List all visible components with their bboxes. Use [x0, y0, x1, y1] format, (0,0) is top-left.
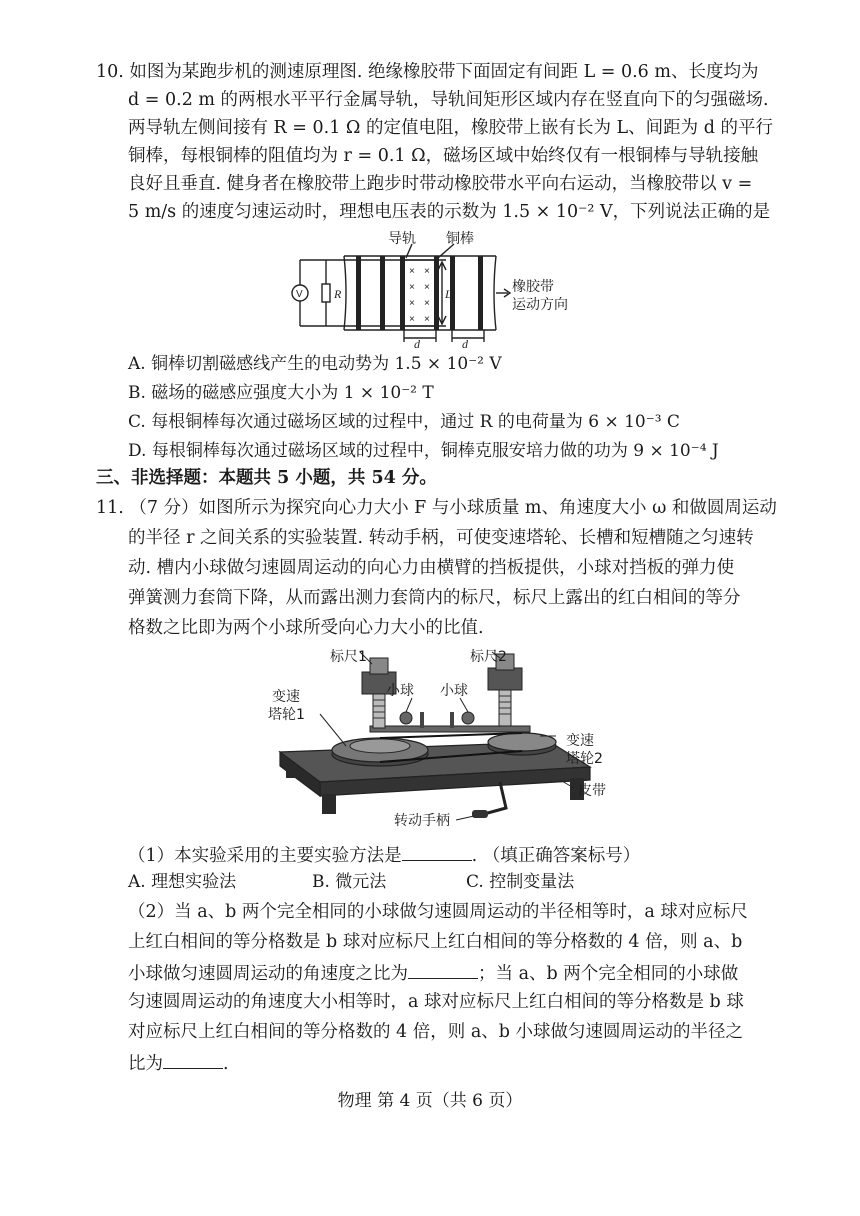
svg-text:×: × [409, 298, 415, 309]
q11-sub2-text-6a: 比为 [128, 1054, 163, 1074]
q11-sub1-hint: . （填正确答案标号） [471, 846, 641, 866]
q11-sub1 [128, 842, 640, 868]
q11-sub2-line-4: 匀速圆周运动的角速度大小相等时，a 球对应标尺上红白相间的等分格数是 b 球 [128, 992, 744, 1012]
svg-text:d: d [462, 337, 468, 348]
label-handle: 转动手柄 [394, 813, 450, 829]
q10-line-4: 铜棒，每根铜棒的阻值均为 r = 0.1 Ω，磁场区域中始终仅有一根铜棒与导轨接触 [128, 146, 759, 166]
q11-sub2-text-3b: ；当 a、b 两个完全相同的小球做 [478, 964, 739, 984]
answer-blank-3[interactable] [163, 1050, 223, 1069]
svg-text:×: × [409, 314, 415, 325]
svg-text:×: × [424, 266, 430, 277]
q11-sub1-text: （1）本实验采用的主要实验方法是 [128, 846, 402, 866]
q11-line-2: 的半径 r 之间关系的实验装置. 转动手柄，可使变速塔轮、长槽和短槽随之匀速转 [128, 528, 754, 548]
label-wheel-2b: 塔轮2 [566, 751, 603, 767]
q11-line-4: 弹簧测力套筒下降，从而露出测力套筒内的标尺，标尺上露出的红白相间的等分 [128, 588, 741, 608]
q10-option-a: A. 铜棒切割磁感线产生的电动势为 1.5 × 10⁻² V [128, 354, 502, 374]
label-belt: 橡胶带 [512, 279, 554, 295]
q10-option-d: D. 每根铜棒每次通过磁场区域的过程中，铜棒克服安培力做的功为 9 × 10⁻⁴ J [128, 441, 719, 461]
label-wheel-2a: 变速 [566, 733, 594, 749]
q10-line-1: 10. 如图为某跑步机的测速原理图. 绝缘橡胶带下面固定有间距 L = 0.6 m、长度均为 [96, 62, 759, 82]
svg-text:d: d [414, 337, 420, 348]
svg-text:L: L [445, 287, 452, 301]
q10-option-b: B. 磁场的磁感应强度大小为 1 × 10⁻² T [128, 383, 434, 403]
q11-sub2-line-6 [128, 1050, 229, 1076]
label-rod: 铜棒 [446, 231, 474, 247]
label-ruler-2: 标尺2 [470, 649, 507, 665]
label-rail: 导轨 [388, 231, 416, 247]
q10-line-5: 良好且垂直. 健身者在橡胶带上跑步时带动橡胶带水平向右运动，当橡胶带以 v = [128, 174, 753, 194]
q11-sub2-line-5: 对应标尺上红白相间的等分格数的 4 倍，则 a、b 小球做匀速圆周运动的半径之 [128, 1022, 744, 1042]
section-heading: 三、非选择题：本题共 5 小题，共 54 分。 [96, 468, 437, 488]
label-ruler-1: 标尺1 [330, 649, 367, 665]
q11-line-5: 格数之比即为两个小球所受向心力大小的比值. [128, 618, 484, 638]
q11-sub2-line-2: 上红白相间的等分格数是 b 球对应标尺上红白相间的等分格数的 4 倍，则 a、b [128, 932, 743, 952]
answer-blank-1[interactable] [402, 842, 472, 861]
q11-line-3: 动. 槽内小球做匀速圆周运动的向心力由横臂的挡板提供，小球对挡板的弹力使 [128, 558, 735, 578]
q11-line-1: 11. （7 分）如图所示为探究向心力大小 F 与小球质量 m、角速度大小 ω 和做圆周运动 [96, 498, 777, 518]
centripetal-apparatus-figure [260, 642, 600, 832]
label-ball-2: 小球 [440, 683, 468, 699]
label-wheel-1b: 塔轮1 [268, 707, 305, 723]
q11-sub2-text-3a: 小球做匀速圆周运动的角速度之比为 [128, 964, 408, 984]
ball-a-icon [400, 712, 412, 724]
q11-sub2-line-1: （2）当 a、b 两个完全相同的小球做匀速圆周运动的半径相等时，a 球对应标尺 [128, 902, 748, 922]
q10-line-3: 两导轨左侧间接有 R = 0.1 Ω 的定值电阻，橡胶带上嵌有长为 L、间距为 d 的平行 [128, 118, 774, 138]
svg-text:×: × [409, 266, 415, 277]
answer-blank-2[interactable] [408, 960, 478, 979]
svg-text:×: × [424, 314, 430, 325]
q10-option-c: C. 每根铜棒每次通过磁场区域的过程中，通过 R 的电荷量为 6 × 10⁻³ C [128, 412, 680, 432]
resistor-icon [322, 284, 330, 302]
q11-sub2-text-6b: . [223, 1054, 229, 1074]
svg-text:R: R [334, 287, 342, 301]
q10-line-2: d = 0.2 m 的两根水平平行金属导轨，导轨间矩形区域内存在竖直向下的匀强磁场. [128, 90, 769, 110]
q11-sub1-option-c: C. 控制变量法 [466, 872, 575, 892]
svg-text:×: × [424, 282, 430, 293]
page-footer: 物理 第 4 页（共 6 页） [337, 1091, 523, 1111]
svg-text:V: V [296, 289, 303, 300]
label-belt-2: 皮带 [578, 783, 606, 799]
q10-line-6: 5 m/s 的速度匀速运动时，理想电压表的示数为 1.5 × 10⁻² V，下列说法正确的是 [128, 202, 771, 222]
q11-sub2-line-3 [128, 960, 738, 986]
ball-b-icon [462, 712, 474, 724]
svg-text:×: × [424, 298, 430, 309]
svg-text:×: × [409, 282, 415, 293]
label-direction: 运动方向 [512, 297, 568, 313]
label-wheel-1a: 变速 [272, 689, 300, 705]
label-ball-1: 小球 [386, 683, 414, 699]
q11-sub1-option-a: A. 理想实验法 [128, 872, 237, 892]
q11-sub1-option-b: B. 微元法 [312, 872, 387, 892]
